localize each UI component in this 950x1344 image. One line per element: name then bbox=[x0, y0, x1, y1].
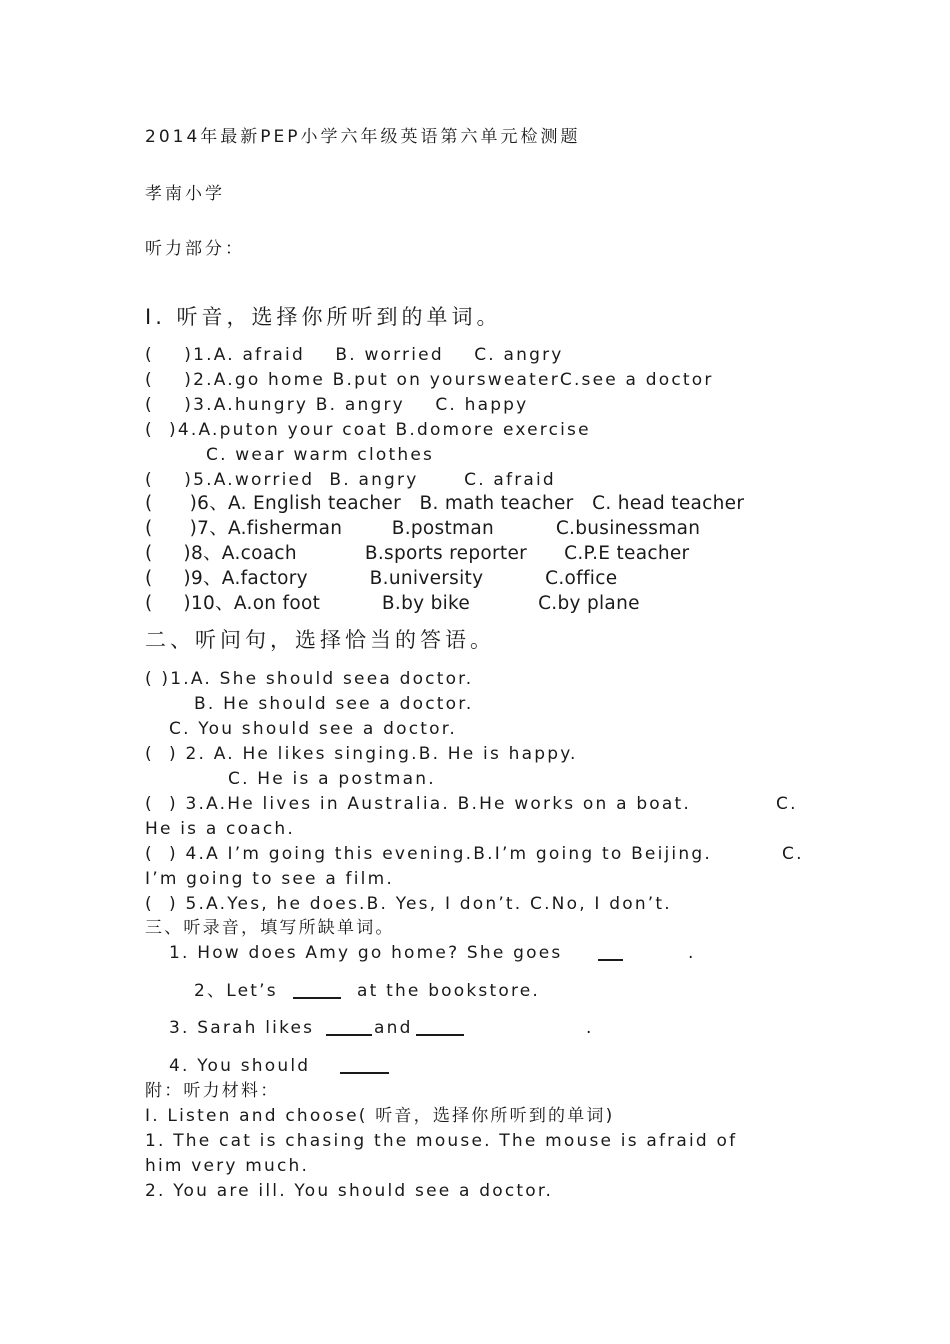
answer-blank[interactable] bbox=[326, 1018, 372, 1036]
fill-question-2-end: at the bookstore. bbox=[357, 981, 541, 1001]
section2-item-continuation: He is a coach. bbox=[145, 819, 295, 839]
appendix-heading: Ⅰ. Listen and choose( 听音，选择你所听到的单词) bbox=[145, 1106, 615, 1126]
section3-heading: 三、听录音，填写所缺单词。 bbox=[145, 918, 395, 938]
fill-question-2-start: 2、Let’s bbox=[194, 981, 278, 1001]
appendix-label: 附：听力材料： bbox=[145, 1081, 280, 1101]
section2-item-option: B. He should see a doctor. bbox=[194, 694, 474, 714]
section2-item-option: C. He is a postman. bbox=[228, 769, 436, 789]
section2-item: ( )1.A. She should seea doctor. bbox=[145, 669, 474, 689]
section2-item: ( ) 4.A I’m going this evening.B.I’m going to Beijing. bbox=[145, 844, 712, 864]
section1-item: ( )4.A.puton your coat B.domore exercise bbox=[145, 420, 591, 440]
fill-question-1: 1. How does Amy go home? She goes bbox=[169, 943, 563, 963]
section2-item-option: C. You should see a doctor. bbox=[169, 719, 457, 739]
section2-item-continuation: I’m going to see a film. bbox=[145, 869, 394, 889]
section1-item: ( )3.A.hungry B. angry C. happy bbox=[145, 395, 529, 415]
section1-item: ( )7、A.fisherman B.postman C.businessman bbox=[145, 518, 701, 539]
section1-item: ( )1.A. afraid B. worried C. angry bbox=[145, 345, 564, 365]
section1-item: ( )5.A.worried B. angry C. afraid bbox=[145, 470, 556, 490]
section2-item: ( ) 3.A.He lives in Australia. B.He works on a boat. bbox=[145, 794, 691, 814]
document-title: 2014年最新PEP小学六年级英语第六单元检测题 bbox=[145, 127, 581, 147]
appendix-line: 1. The cat is chasing the mouse. The mouse is afraid of bbox=[145, 1131, 738, 1151]
fill-question-3-mid: and bbox=[374, 1018, 413, 1038]
section1-item: ( )6、A. English teacher B. math teacher C. head teacher bbox=[145, 493, 745, 514]
section2-item-option: C. bbox=[776, 794, 798, 814]
fill-question-3-end: . bbox=[586, 1018, 594, 1038]
answer-blank[interactable] bbox=[598, 943, 623, 961]
answer-blank[interactable] bbox=[293, 981, 341, 999]
section1-item: ( )9、A.factory B.university C.office bbox=[145, 568, 618, 589]
section1-item: ( )8、A.coach B.sports reporter C.P.E teacher bbox=[145, 543, 690, 564]
school-name: 孝南小学 bbox=[145, 184, 225, 204]
section2-item-option: C. bbox=[782, 844, 804, 864]
appendix-line: 2. You are ill. You should see a doctor. bbox=[145, 1181, 554, 1201]
fill-question-1-end: . bbox=[688, 943, 696, 963]
section2-item: ( ) 5.A.Yes, he does.B. Yes, I don’t. C.No, I don’t. bbox=[145, 894, 672, 914]
answer-blank[interactable] bbox=[416, 1018, 464, 1036]
listening-label: 听力部分： bbox=[145, 239, 245, 259]
answer-blank[interactable] bbox=[340, 1056, 389, 1074]
section2-item: ( ) 2. A. He likes singing.B. He is happy. bbox=[145, 744, 578, 764]
section1-item-continuation: C. wear warm clothes bbox=[206, 445, 435, 465]
fill-question-3-start: 3. Sarah likes bbox=[169, 1018, 315, 1038]
appendix-line: him very much. bbox=[145, 1156, 310, 1176]
section1-item: ( )10、A.on foot B.by bike C.by plane bbox=[145, 593, 640, 614]
section2-heading: 二、听问句，选择恰当的答语。 bbox=[145, 628, 495, 652]
section1-heading: Ⅰ. 听音，选择你所听到的单词。 bbox=[145, 305, 502, 329]
fill-question-4: 4. You should bbox=[169, 1056, 311, 1076]
section1-item: ( )2.A.go home B.put on yoursweaterC.see a doctor bbox=[145, 370, 714, 390]
